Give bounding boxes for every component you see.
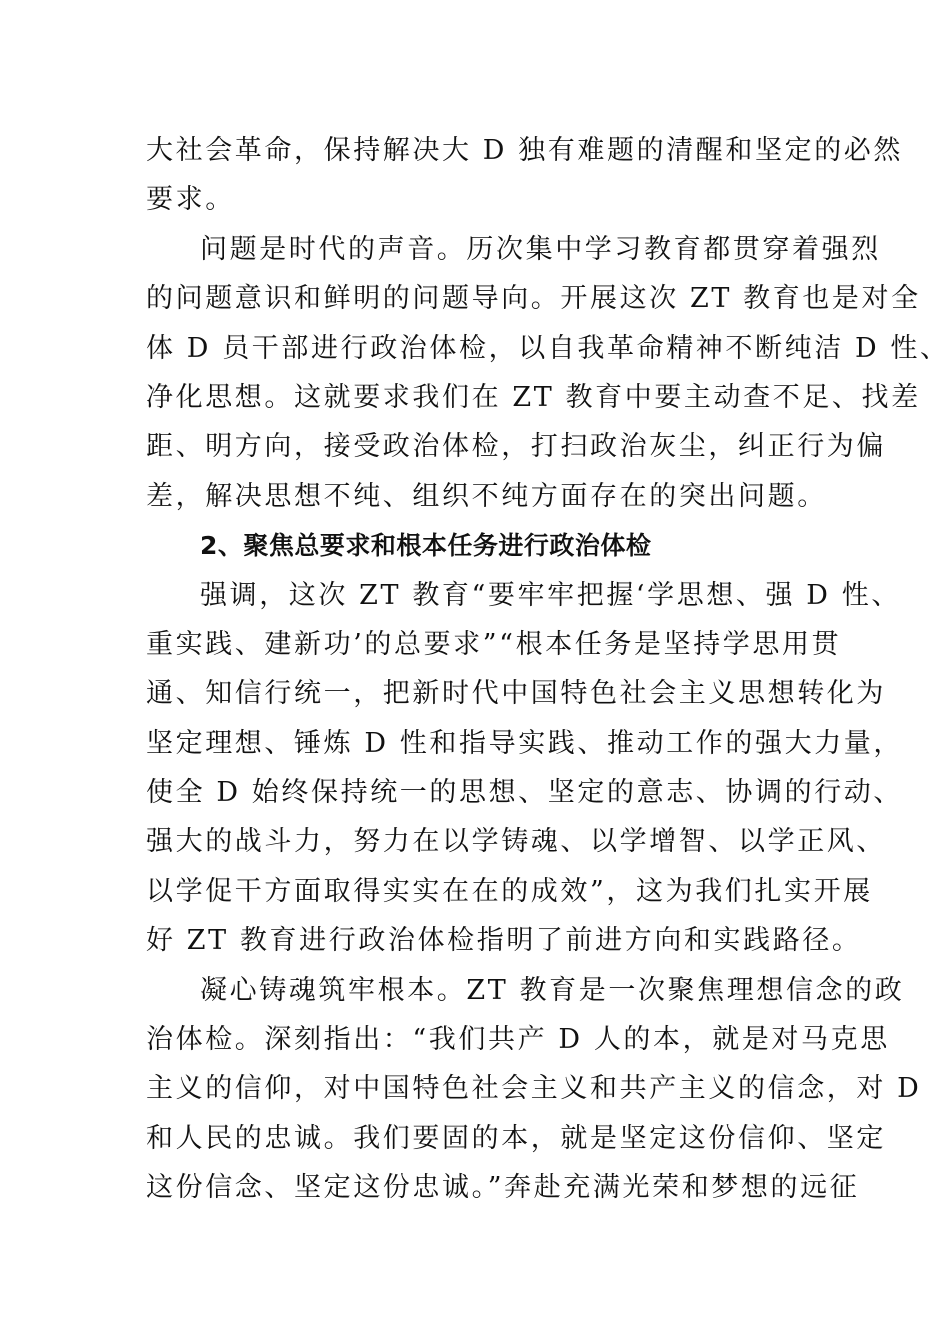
text-line: 重实践、建新功’的总要求”“根本任务是坚持学思用贯 [146, 628, 842, 660]
text-line: 要求。 [146, 184, 235, 216]
text-line: 以学促干方面取得实实在在的成效”，这为我们扎实开展 [146, 875, 873, 907]
text-line: 强调，这次 ZT 教育“要牢牢把握‘学思想、强 D 性、 [200, 579, 901, 611]
text-line: 好 ZT 教育进行政治体检指明了前进方向和实践路径。 [146, 925, 862, 957]
document-body [146, 126, 950, 1213]
text-line: 凝心铸魂筑牢根本。ZT 教育是一次聚焦理想信念的政 [200, 974, 905, 1006]
text-line: 体 D 员干部进行政治体检，以自我革命精神不断纯洁 D 性、 [146, 332, 950, 364]
text-line: 的问题意识和鲜明的问题导向。开展这次 ZT 教育也是对全 [146, 283, 921, 315]
text-line: 通、知信行统一，把新时代中国特色社会主义思想转化为 [146, 678, 886, 710]
text-line: 大社会革命，保持解决大 D 独有难题的清醒和坚定的必然 [146, 135, 904, 166]
section-heading [146, 521, 808, 570]
text-line: 距、明方向，接受政治体检，打扫政治灰尘，纠正行为偏 [146, 431, 886, 463]
text-line: 主义的信仰，对中国特色社会主义和共产主义的信念，对 D [146, 1073, 922, 1105]
text-line: 和人民的忠诚。我们要固的本，就是坚定这份信仰、坚定 [146, 1122, 886, 1154]
paragraph-4 [146, 966, 922, 1213]
paragraph-2 [146, 225, 950, 521]
paragraph-3 [146, 571, 904, 966]
heading-text: 2、聚焦总要求和根本任务进行政治体检 [200, 531, 652, 561]
text-line: 坚定理想、锤炼 D 性和指导实践、推动工作的强大力量， [146, 727, 904, 759]
text-line: 使全 D 始终保持统一的思想、坚定的意志、协调的行动、 [146, 777, 904, 809]
paragraph-1 [146, 126, 904, 225]
text-line: 差，解决思想不纯、组织不纯方面存在的突出问题。 [146, 480, 827, 512]
text-line: 治体检。深刻指出：“我们共产 D 人的本，就是对马克思 [146, 1024, 890, 1056]
text-line: 强大的战斗力，努力在以学铸魂、以学增智、以学正风、 [146, 826, 886, 858]
text-line: 净化思想。这就要求我们在 ZT 教育中要主动查不足、找差 [146, 381, 921, 413]
text-line: 问题是时代的声音。历次集中学习教育都贯穿着强烈 [200, 233, 881, 265]
text-line: 这份信念、坚定这份忠诚。”奔赴充满光荣和梦想的远征 [146, 1172, 860, 1204]
